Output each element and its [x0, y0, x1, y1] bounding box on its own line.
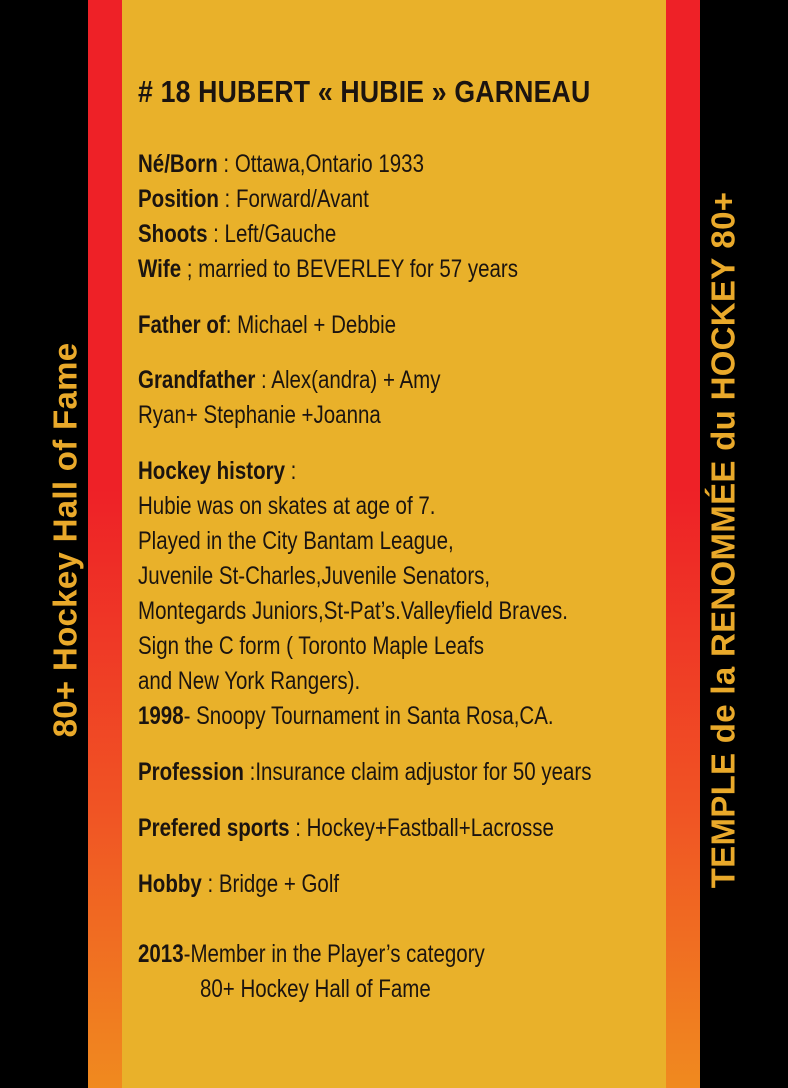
wife-label: Wife — [138, 255, 182, 283]
left-red-stripe — [88, 0, 122, 1088]
shoots-value: : Left/Gauche — [207, 220, 337, 248]
hobby-value: : Bridge + Golf — [201, 870, 340, 898]
father-label: Father of — [138, 311, 226, 339]
sports-line — [138, 814, 554, 843]
sports-value: : Hockey+Fastball+Lacrosse — [289, 814, 554, 842]
history-year-text: - Snoopy Tournament in Santa Rosa,CA. — [183, 702, 554, 730]
grandfather-line-2: Ryan+ Stephanie +Joanna — [138, 401, 381, 429]
profession-value: :Insurance claim adjustor for 50 years — [243, 758, 592, 786]
born-value: : Ottawa,Ontario 1933 — [217, 150, 424, 178]
shoots-label: Shoots — [138, 220, 208, 248]
position-value: : Forward/Avant — [218, 185, 369, 213]
wife-line — [138, 255, 518, 284]
history-line: Juvenile St-Charles,Juvenile Senators, — [138, 562, 491, 590]
history-year: 1998 — [138, 702, 184, 730]
hobby-line — [138, 870, 339, 899]
history-line: Hubie was on skates at age of 7. — [138, 492, 436, 520]
father-value: : Michael + Debbie — [225, 311, 397, 339]
profession-line — [138, 758, 591, 787]
member-text: -Member in the Player’s category — [183, 940, 485, 968]
history-1998-line — [138, 702, 554, 731]
father-line — [138, 311, 396, 340]
born-line — [138, 150, 424, 179]
history-line: Montegards Juniors,St-Pat’s.Valleyfield Braves. — [138, 597, 568, 625]
grandfather-value: : Alex(andra) + Amy — [255, 366, 441, 394]
position-line — [138, 185, 369, 214]
history-heading — [138, 457, 296, 486]
history-line: Played in the City Bantam League, — [138, 527, 454, 555]
grandfather-label: Grandfather — [138, 366, 256, 394]
side-text-left: 80+ Hockey Hall of Fame — [46, 342, 84, 738]
player-title: # 18 HUBERT « HUBIE » GARNEAU — [138, 74, 591, 109]
history-line: Sign the C form ( Toronto Maple Leafs — [138, 632, 485, 660]
position-label: Position — [138, 185, 219, 213]
wife-value: ; married to BEVERLEY for 57 years — [181, 255, 518, 283]
history-suffix: : — [284, 457, 297, 485]
side-text-right: TEMPLE de la RENOMMÉE du HOCKEY 80+ — [704, 191, 742, 889]
sports-label: Prefered sports — [138, 814, 290, 842]
history-label: Hockey history — [138, 457, 285, 485]
member-line-2: 80+ Hockey Hall of Fame — [200, 975, 431, 1003]
member-line — [138, 940, 485, 969]
grandfather-line — [138, 366, 440, 395]
profession-label: Profession — [138, 758, 244, 786]
born-label: Né/Born — [138, 150, 218, 178]
member-year: 2013 — [138, 940, 184, 968]
history-line: and New York Rangers). — [138, 667, 361, 695]
shoots-line — [138, 220, 336, 249]
right-red-stripe — [666, 0, 700, 1088]
hobby-label: Hobby — [138, 870, 202, 898]
